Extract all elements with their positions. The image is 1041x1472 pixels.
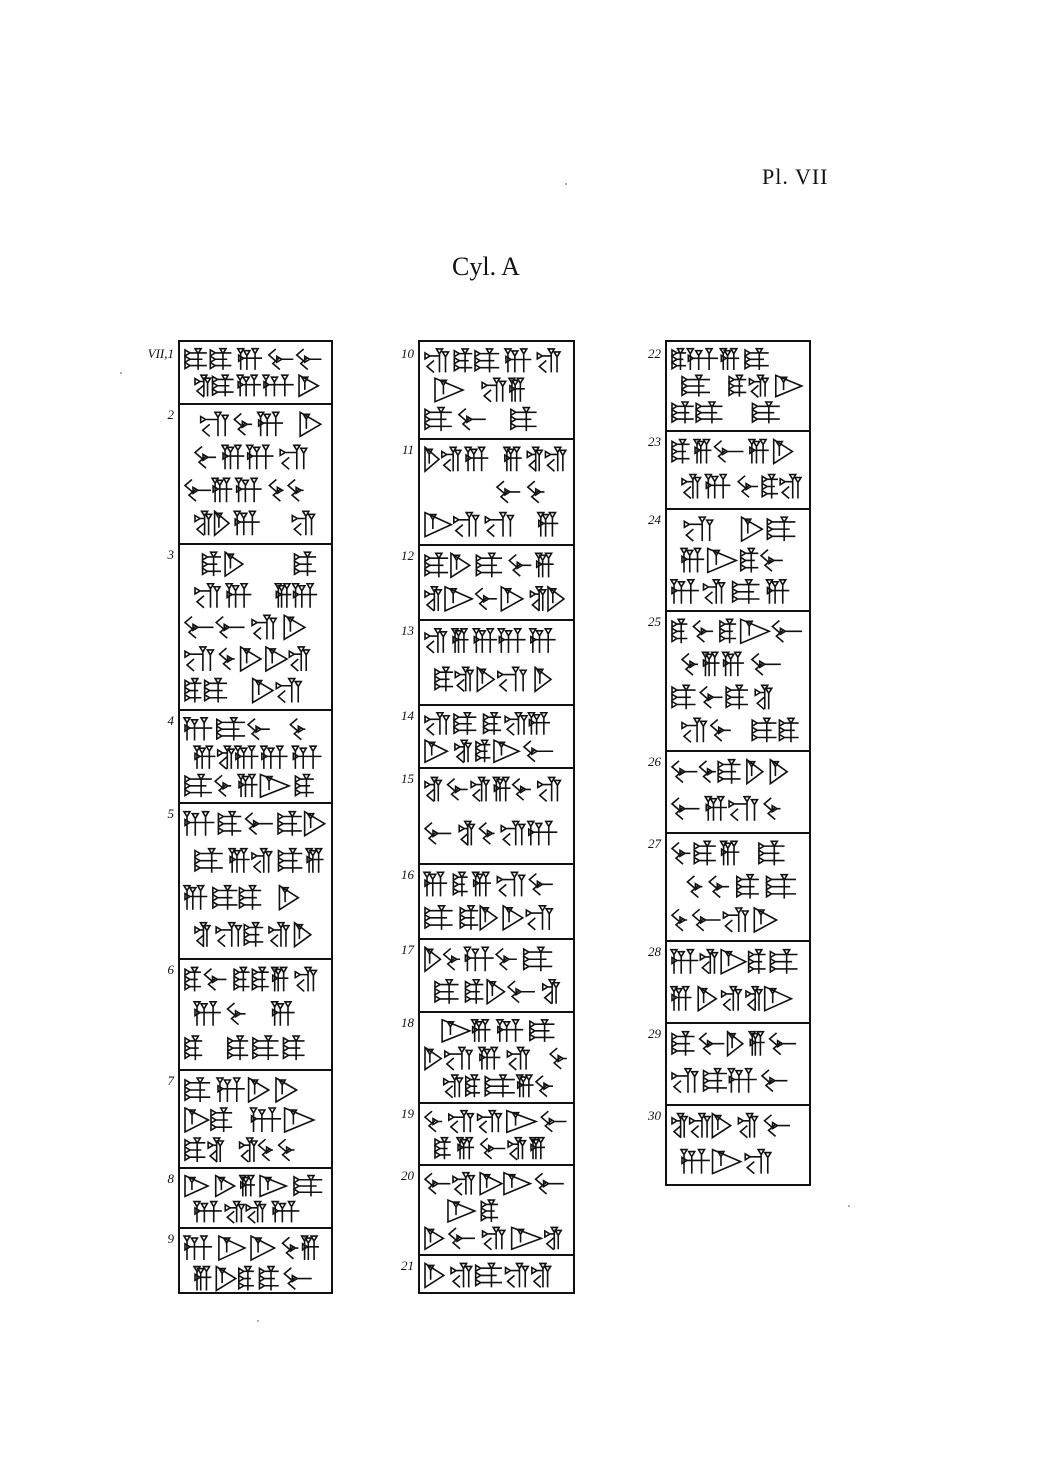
line-number: 11 bbox=[401, 442, 414, 457]
cuneiform-signs bbox=[667, 612, 809, 750]
line-number: 28 bbox=[648, 944, 661, 959]
line-number: 19 bbox=[401, 1106, 414, 1121]
cuneiform-signs bbox=[667, 432, 809, 508]
cuneiform-signs bbox=[420, 706, 573, 767]
line-number: 7 bbox=[167, 1073, 174, 1088]
line-panel bbox=[180, 709, 331, 802]
line-number: 22 bbox=[648, 346, 661, 361]
cuneiform-signs bbox=[420, 546, 573, 619]
cuneiform-signs bbox=[180, 960, 331, 1069]
cuneiform-signs bbox=[180, 1229, 331, 1296]
line-number: 27 bbox=[648, 836, 661, 851]
cuneiform-signs bbox=[420, 621, 573, 704]
line-panel bbox=[667, 342, 809, 430]
line-number: 20 bbox=[401, 1168, 414, 1183]
plate-label: Pl. VII bbox=[762, 164, 829, 189]
line-number: 6 bbox=[167, 962, 174, 977]
cuneiform-signs bbox=[667, 510, 809, 610]
line-number: 24 bbox=[648, 512, 661, 527]
line-panel bbox=[420, 1254, 573, 1296]
cuneiform-signs bbox=[420, 1256, 573, 1296]
cuneiform-signs bbox=[180, 405, 331, 543]
cuneiform-signs bbox=[420, 1013, 573, 1102]
line-number: 9 bbox=[167, 1231, 174, 1246]
line-number: VII,1 bbox=[147, 346, 174, 361]
cuneiform-signs bbox=[667, 834, 809, 940]
cuneiform-signs bbox=[420, 1104, 573, 1164]
cuneiform-signs bbox=[180, 711, 331, 802]
line-panel bbox=[667, 750, 809, 832]
line-panel bbox=[180, 403, 331, 543]
line-number: 15 bbox=[401, 771, 414, 786]
cuneiform-signs bbox=[420, 940, 573, 1011]
cuneiform-signs bbox=[180, 342, 331, 403]
cuneiform-signs bbox=[420, 342, 573, 438]
line-number: 13 bbox=[401, 623, 414, 638]
line-panel bbox=[667, 508, 809, 610]
line-panel bbox=[420, 1164, 573, 1254]
text-column-2 bbox=[418, 340, 575, 1294]
line-panel bbox=[420, 1102, 573, 1164]
line-number: 3 bbox=[167, 547, 174, 562]
line-number: 16 bbox=[401, 867, 414, 882]
line-panel bbox=[667, 940, 809, 1022]
line-panel bbox=[420, 704, 573, 767]
line-panel bbox=[420, 342, 573, 438]
line-number: 18 bbox=[401, 1015, 414, 1030]
line-panel bbox=[180, 1227, 331, 1296]
line-number: 23 bbox=[648, 434, 661, 449]
text-column-1 bbox=[178, 340, 333, 1294]
line-number: 12 bbox=[401, 548, 414, 563]
line-panel bbox=[420, 767, 573, 863]
line-panel bbox=[667, 430, 809, 508]
cuneiform-signs bbox=[667, 1106, 809, 1184]
cuneiform-signs bbox=[180, 545, 331, 709]
line-number: 26 bbox=[648, 754, 661, 769]
page-title: Cyl. A bbox=[452, 252, 520, 281]
cuneiform-signs bbox=[420, 865, 573, 938]
line-panel bbox=[180, 342, 331, 403]
line-number: 4 bbox=[167, 713, 174, 728]
cuneiform-signs bbox=[667, 342, 809, 430]
text-column-3 bbox=[665, 340, 811, 1186]
line-panel bbox=[420, 938, 573, 1011]
cuneiform-signs bbox=[667, 1024, 809, 1104]
line-number: 8 bbox=[167, 1171, 174, 1186]
line-number: 25 bbox=[648, 614, 661, 629]
line-panel bbox=[667, 832, 809, 940]
cuneiform-signs bbox=[667, 942, 809, 1022]
line-panel bbox=[180, 1167, 331, 1227]
line-number: 2 bbox=[167, 407, 174, 422]
line-panel bbox=[180, 1069, 331, 1167]
line-number: 5 bbox=[167, 806, 174, 821]
cuneiform-signs bbox=[420, 769, 573, 863]
line-number: 21 bbox=[401, 1258, 414, 1273]
cuneiform-signs bbox=[420, 1166, 573, 1254]
line-number: 10 bbox=[401, 346, 414, 361]
line-panel bbox=[420, 1011, 573, 1102]
line-number: 17 bbox=[401, 942, 414, 957]
line-number: 30 bbox=[648, 1108, 661, 1123]
line-panel bbox=[180, 802, 331, 958]
line-panel bbox=[667, 610, 809, 750]
cuneiform-signs bbox=[180, 804, 331, 958]
line-number: 14 bbox=[401, 708, 414, 723]
cuneiform-signs bbox=[667, 752, 809, 832]
line-panel bbox=[420, 438, 573, 544]
line-panel bbox=[180, 543, 331, 709]
line-panel bbox=[180, 958, 331, 1069]
line-number: 29 bbox=[648, 1026, 661, 1041]
cuneiform-signs bbox=[180, 1169, 331, 1227]
cuneiform-signs bbox=[420, 440, 573, 544]
line-panel bbox=[420, 544, 573, 619]
cuneiform-signs bbox=[180, 1071, 331, 1167]
line-panel bbox=[667, 1022, 809, 1104]
line-panel bbox=[420, 619, 573, 704]
line-panel bbox=[667, 1104, 809, 1184]
line-panel bbox=[420, 863, 573, 938]
